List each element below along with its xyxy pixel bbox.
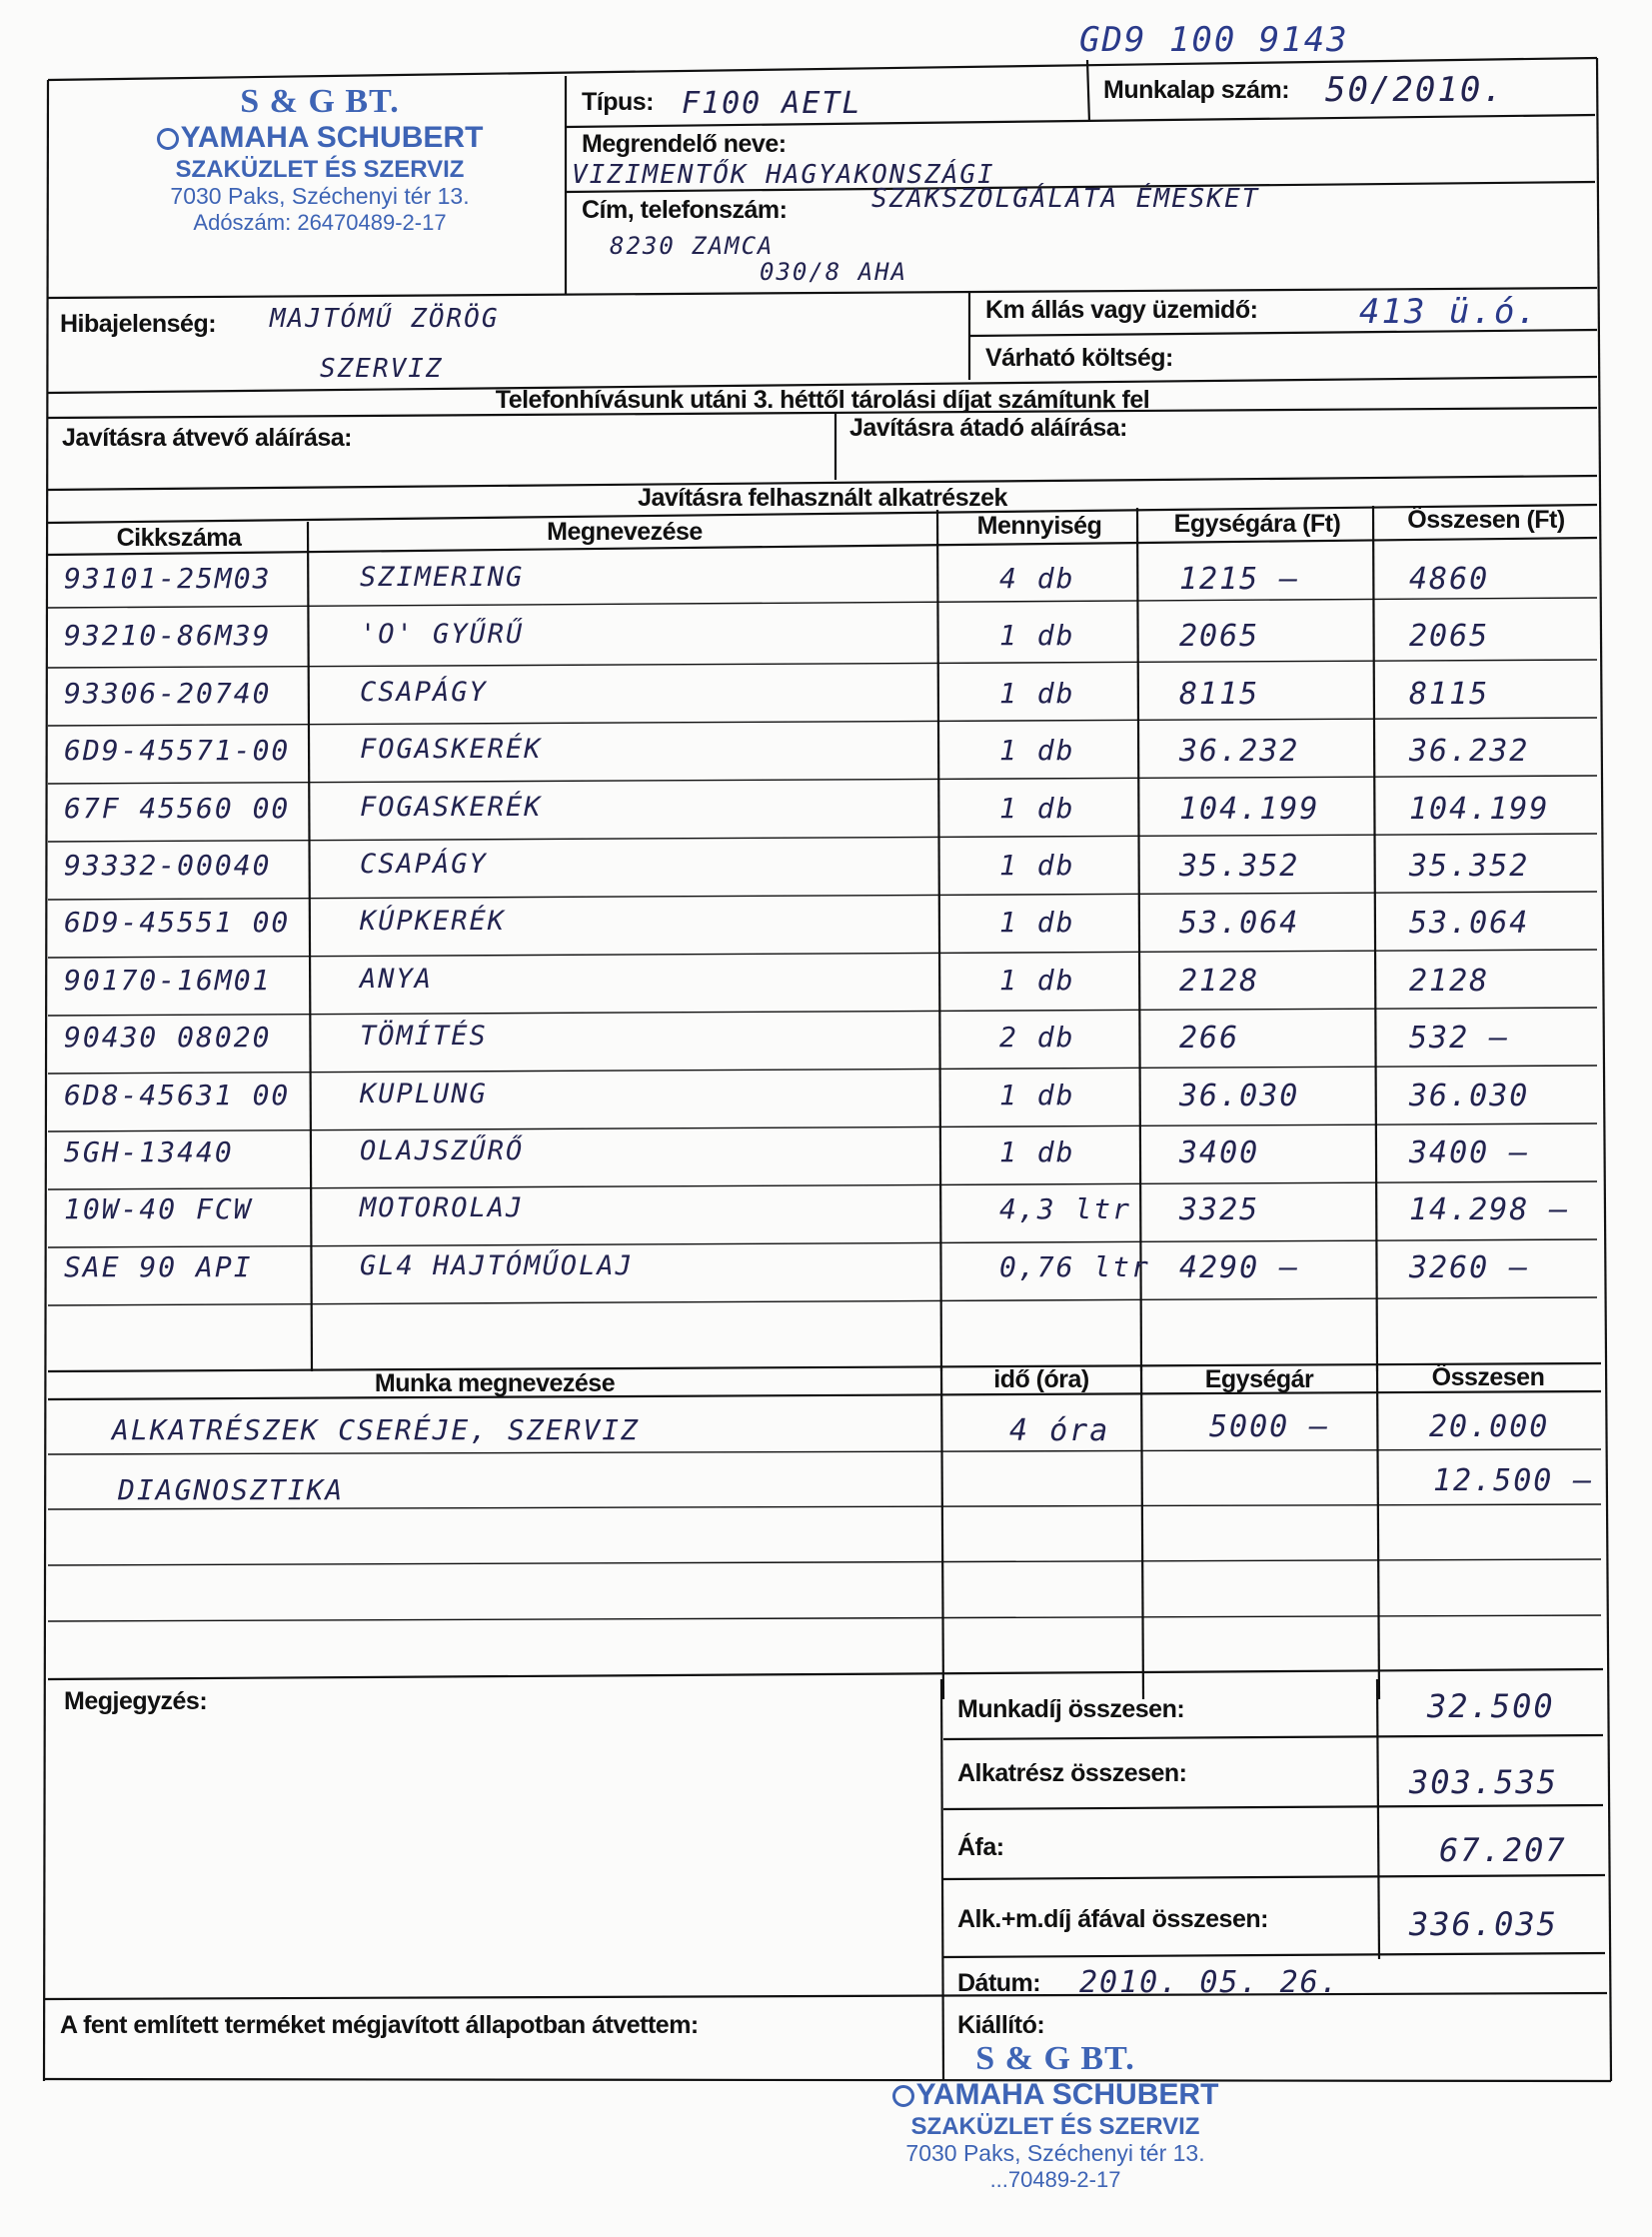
- alkatresz-value: 303.535: [1409, 1763, 1558, 1801]
- company-stamp-header: [130, 82, 510, 235]
- parts-header-name: Megnevezése: [547, 518, 703, 546]
- stamp-company: S & G BT.: [240, 83, 400, 120]
- parts-row-8-total: 2128: [1409, 963, 1490, 999]
- parts-row-1-code: 93101-25M03: [64, 562, 272, 595]
- parts-row-8-code: 90170-16M01: [64, 963, 272, 997]
- parts-row-11-qty: 1 db: [999, 1135, 1075, 1168]
- cim-value-3: 030/8 AHA: [760, 258, 908, 286]
- parts-row-12-code: 10W-40 FCW: [64, 1192, 253, 1226]
- parts-row-9-name: TÖMÍTÉS: [360, 1021, 488, 1053]
- kiallito-label: Kiállító:: [957, 2011, 1045, 2039]
- datum-value: 2010. 05. 26.: [1079, 1965, 1340, 2000]
- parts-row-1-total: 4860: [1409, 562, 1490, 597]
- parts-row-7-name: KÚPKERÉK: [360, 906, 507, 938]
- footer-stamp-brand: YAMAHA SCHUBERT: [915, 2078, 1219, 2112]
- parts-row-10-total: 36.030: [1409, 1078, 1530, 1114]
- parts-row-1-unit: 1215 —: [1179, 562, 1300, 597]
- work-row-1-total: 20.000: [1429, 1409, 1550, 1444]
- hibajelenseg-value-2: SZERVIZ: [320, 354, 444, 384]
- parts-row-4-qty: 1 db: [999, 734, 1075, 768]
- top-code: GD9 100 9143: [1079, 20, 1349, 60]
- parts-row-13-name: GL4 HAJTÓMŰOLAJ: [360, 1249, 634, 1281]
- parts-row-8-name: ANYA: [360, 963, 434, 995]
- parts-row-3-qty: 1 db: [999, 676, 1075, 710]
- cim-value-2: 8230 ZAMCA: [610, 232, 775, 260]
- afa-label: Áfa:: [957, 1833, 1004, 1861]
- work-header-total: Összesen: [1431, 1363, 1545, 1391]
- parts-row-7-total: 53.064: [1409, 906, 1530, 942]
- parts-row-13-unit: 4290 —: [1179, 1249, 1300, 1285]
- parts-row-10-name: KUPLUNG: [360, 1078, 488, 1110]
- parts-row-4-total: 36.232: [1409, 734, 1530, 770]
- parts-row-11-unit: 3400: [1179, 1135, 1260, 1170]
- parts-row-5-total: 104.199: [1409, 791, 1550, 827]
- footer-stamp-tax: ...70489-2-17: [989, 2166, 1121, 2192]
- munkalap-label: Munkalap szám:: [1103, 76, 1290, 104]
- grand-total-value: 336.035: [1409, 1905, 1558, 1943]
- parts-row-1-qty: 4 db: [999, 562, 1075, 595]
- munkalap-value: 50/2010.: [1325, 70, 1505, 110]
- work-header-name: Munka megnevezése: [374, 1369, 616, 1397]
- company-stamp-footer: [865, 2039, 1245, 2192]
- parts-row-10-qty: 1 db: [999, 1078, 1075, 1112]
- datum-label: Dátum:: [957, 1969, 1041, 1997]
- parts-row-7-unit: 53.064: [1179, 906, 1300, 942]
- parts-row-6-unit: 35.352: [1179, 849, 1300, 884]
- cim-label: Cím, telefonszám:: [582, 196, 788, 224]
- parts-row-8-unit: 2128: [1179, 963, 1260, 999]
- work-header-unit: Egységár: [1204, 1365, 1314, 1393]
- work-row-1-name: ALKATRÉSZEK CSERÉJE, SZERVIZ: [112, 1413, 641, 1446]
- afa-value: 67.207: [1439, 1831, 1567, 1869]
- km-label: Km állás vagy üzemidő:: [985, 296, 1258, 324]
- parts-row-4-unit: 36.232: [1179, 734, 1300, 770]
- parts-row-3-name: CSAPÁGY: [360, 676, 488, 708]
- parts-row-4-name: FOGASKERÉK: [360, 734, 543, 766]
- parts-row-10-unit: 36.030: [1179, 1078, 1300, 1114]
- parts-row-11-name: OLAJSZŰRŐ: [360, 1135, 525, 1166]
- megrendelo-value: VIZIMENTŐK HAGYAKONSZÁGI: [572, 160, 995, 190]
- munkadij-label: Munkadíj összesen:: [957, 1695, 1185, 1723]
- parts-row-9-unit: 266: [1179, 1021, 1240, 1057]
- footer-stamp-address: 7030 Paks, Széchenyi tér 13.: [905, 2140, 1205, 2167]
- stamp-brand: YAMAHA SCHUBERT: [180, 121, 484, 155]
- parts-row-7-qty: 1 db: [999, 906, 1075, 940]
- megjegyzes-label: Megjegyzés:: [64, 1687, 208, 1715]
- stamp-tax: Adószám: 26470489-2-17: [193, 209, 447, 235]
- atvevo-signature-label: Javításra átvevő aláírása:: [62, 424, 352, 452]
- parts-row-4-code: 6D9-45571-00: [64, 734, 291, 768]
- atado-signature-label: Javításra átadó aláírása:: [849, 414, 1127, 442]
- storage-notice: Telefonhívásunk utáni 3. héttől tárolási díjat számítunk fel: [495, 386, 1150, 414]
- parts-row-2-name: 'O' GYŰRŰ: [360, 619, 525, 651]
- parts-row-2-code: 93210-86M39: [64, 619, 272, 653]
- parts-row-12-qty: 4,3 ltr: [999, 1192, 1132, 1226]
- footer-stamp-line: SZAKÜZLET ÉS SZERVIZ: [910, 2112, 1200, 2140]
- parts-row-5-code: 67F 45560 00: [64, 791, 291, 825]
- alkatresz-label: Alkatrész összesen:: [957, 1759, 1187, 1787]
- parts-row-2-qty: 1 db: [999, 619, 1075, 653]
- parts-row-12-total: 14.298 —: [1409, 1192, 1570, 1228]
- parts-row-12-unit: 3325: [1179, 1192, 1260, 1228]
- parts-row-3-total: 8115: [1409, 676, 1490, 712]
- parts-header-code: Cikkszáma: [116, 524, 242, 552]
- parts-row-2-unit: 2065: [1179, 619, 1260, 655]
- parts-row-13-total: 3260 —: [1409, 1249, 1530, 1285]
- cim-value-1: SZAKSZOLGÁLATA ÉMESKET: [871, 184, 1260, 214]
- parts-row-12-name: MOTOROLAJ: [360, 1192, 525, 1224]
- yamaha-logo-icon: [157, 128, 179, 150]
- parts-row-2-total: 2065: [1409, 619, 1490, 655]
- work-row-2-name: DIAGNOSZTIKA: [118, 1473, 345, 1506]
- parts-row-13-qty: 0,76 ltr: [999, 1249, 1150, 1283]
- yamaha-logo-icon: [892, 2085, 914, 2107]
- parts-row-9-total: 532 —: [1409, 1021, 1510, 1057]
- parts-row-10-code: 6D8-45631 00: [64, 1078, 291, 1112]
- work-row-2-total: 12.500 —: [1433, 1463, 1594, 1498]
- parts-row-6-code: 93332-00040: [64, 849, 272, 882]
- tipus-value: F100 AETL: [682, 86, 862, 121]
- parts-row-5-qty: 1 db: [999, 791, 1075, 825]
- work-row-1-time: 4 óra: [1009, 1413, 1110, 1448]
- parts-row-9-code: 90430 08020: [64, 1021, 272, 1055]
- footer-stamp-company: S & G BT.: [975, 2040, 1135, 2077]
- parts-row-6-name: CSAPÁGY: [360, 849, 488, 880]
- parts-row-5-name: FOGASKERÉK: [360, 791, 543, 823]
- parts-row-6-qty: 1 db: [999, 849, 1075, 882]
- parts-row-1-name: SZIMERING: [360, 562, 525, 593]
- parts-row-13-code: SAE 90 API: [64, 1249, 253, 1283]
- grand-total-label: Alk.+m.díj áfával összesen:: [957, 1905, 1268, 1933]
- parts-row-3-unit: 8115: [1179, 676, 1260, 712]
- parts-row-11-code: 5GH-13440: [64, 1135, 234, 1168]
- stamp-address: 7030 Paks, Széchenyi tér 13.: [170, 183, 470, 210]
- atvettem-label: A fent említett terméket mégjavított állapotban átvettem:: [60, 2011, 699, 2039]
- parts-header-qty: Mennyiség: [976, 512, 1102, 540]
- parts-row-6-total: 35.352: [1409, 849, 1530, 884]
- parts-row-9-qty: 2 db: [999, 1021, 1075, 1055]
- parts-header-total: Összesen (Ft): [1407, 506, 1565, 534]
- work-header-time: idő (óra): [993, 1365, 1089, 1393]
- hibajelenseg-label: Hibajelenség:: [60, 310, 217, 338]
- parts-header-unit: Egységára (Ft): [1173, 510, 1341, 538]
- hibajelenseg-value-1: MAJTÓMŰ ZÖRÖG: [270, 304, 500, 334]
- parts-row-3-code: 93306-20740: [64, 676, 272, 710]
- parts-row-7-code: 6D9-45551 00: [64, 906, 291, 940]
- parts-row-5-unit: 104.199: [1179, 791, 1320, 827]
- tipus-label: Típus:: [582, 88, 654, 116]
- parts-row-11-total: 3400 —: [1409, 1135, 1530, 1170]
- munkadij-value: 32.500: [1427, 1687, 1555, 1725]
- varhato-koltseg-label: Várható költség:: [985, 344, 1173, 372]
- parts-row-8-qty: 1 db: [999, 963, 1075, 997]
- parts-title: Javításra felhasznált alkatrészek: [638, 484, 1007, 512]
- megrendelo-label: Megrendelő neve:: [582, 130, 787, 158]
- km-value: 413 ü.ó.: [1359, 292, 1539, 332]
- work-row-1-unit: 5000 —: [1209, 1409, 1330, 1444]
- stamp-line: SZAKÜZLET ÉS SZERVIZ: [175, 155, 465, 183]
